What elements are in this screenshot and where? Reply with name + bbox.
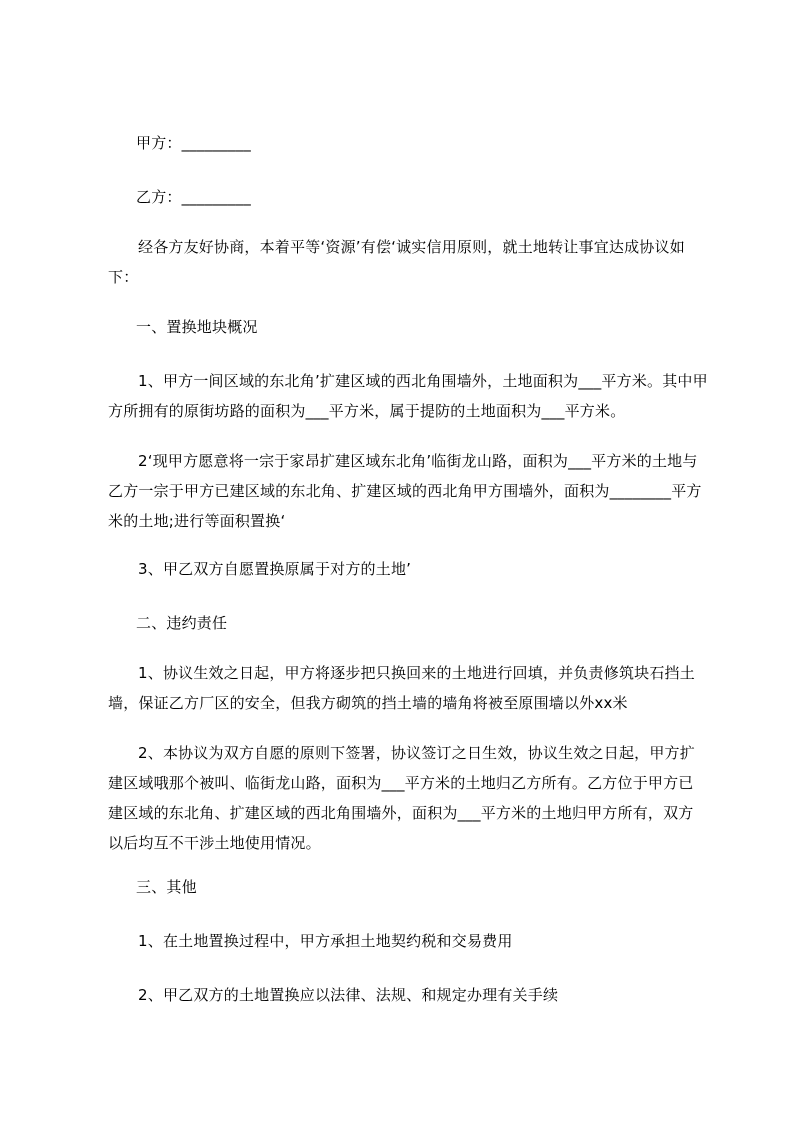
intro-paragraph: 经各方友好协商，本着平等‘资源’有偿‘诚实信用原则，就土地转让事宜达成协议如下：: [108, 238, 685, 286]
section-2-item-1: 1、协议生效之日起，甲方将逐步把只换回来的土地进行回填，并负责修筑块石挡土墙，保证乙方厂区的安全，但我方砌筑的挡土墙的墙角将被至原围墙以外xx米: [108, 664, 695, 712]
section-1-heading: 一、置换地块概况: [136, 318, 258, 336]
section-3-item-2: 2、甲乙双方的土地置换应以法律、法规、和规定办理有关手续: [138, 986, 559, 1004]
section-1-item-3: 3、甲乙双方自愿置换原属于对方的土地’: [138, 560, 412, 578]
section-1-item-2: 2‘现甲方愿意将一宗于家昂扩建区域东北角’临街龙山路，面积为___平方米的土地与乙方一宗于甲方已建区域的东北角、扩建区域的西北角甲方围墙外，面积为________平方米的土地;进行等面积置换‘: [108, 452, 702, 530]
party-a-line: 甲方：_________: [136, 134, 251, 152]
section-3-item-1: 1、在土地置换过程中，甲方承担土地契约税和交易费用: [138, 932, 513, 950]
section-2-item-2: 2、本协议为双方自愿的原则下签署，协议签订之日生效，协议生效之日起，甲方扩建区域哦那个被叫、临街龙山路，面积为___平方米的土地归乙方所有。乙方位于甲方已建区域的东北角、扩建区域的西北角围墙外，面积为___平方米的土地归甲方所有，双方以后均互不干涉土地使用情况。: [108, 744, 695, 852]
section-2-heading: 二、违约责任: [136, 614, 228, 632]
party-b-line: 乙方：_________: [136, 188, 251, 206]
section-3-heading: 三、其他: [136, 878, 197, 896]
section-1-item-1: 1、甲方一间区域的东北角’扩建区域的西北角围墙外，土地面积为___平方米。其中甲方所拥有的原街坊路的面积为___平方米，属于提防的土地面积为___平方米。: [108, 372, 708, 420]
